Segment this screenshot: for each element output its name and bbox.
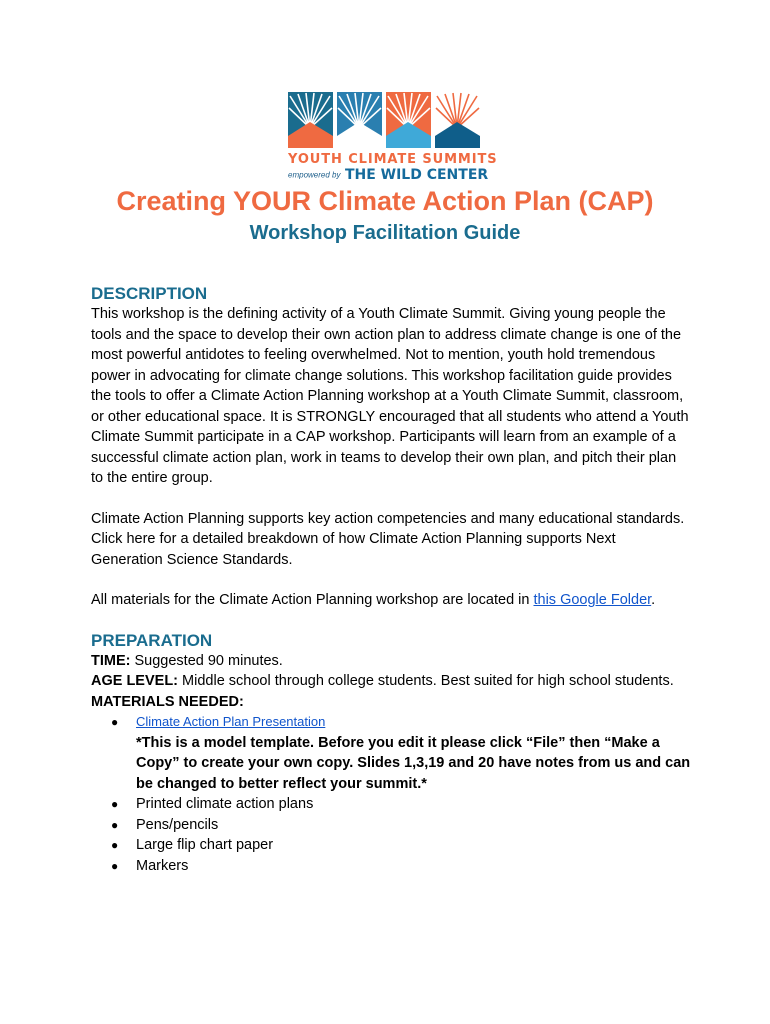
age-level-line [91, 671, 691, 692]
bullet-icon: ● [111, 858, 119, 873]
material-item: Large flip chart paper [136, 837, 274, 853]
list-item [91, 856, 691, 877]
description-paragraph-1: This workshop is the defining activity of a Youth Climate Summit. Giving young people the tools and the space to develop their own action plan to address climate change is one of the most powerful antidotes to feeling overwhelmed. Not to mention, youth hold tremendous power in advocating for climate change solutions. This workshop facilitation guide provides the tools to offer a Climate Action Planning workshop at a Youth Climate Summit, classroom, or other educational space. It is STRONGLY encouraged that all students who attend a Youth Climate Summit participate in a CAP workshop. Participants will learn from an example of a successful climate action plan, work in teams to develop their own plan, and pitch their plan to the entire group. [91, 306, 689, 486]
bullet-icon: ● [111, 797, 119, 811]
description-paragraph-2: Climate Action Planning supports key action competencies and many educational standards. Click here for a detailed breakdown of how Climate Action Planning supports Next Generation Science Standards. [91, 510, 685, 568]
list-item [91, 794, 691, 815]
folder-text-suffix: . [651, 592, 656, 608]
logo-square-2 [337, 92, 382, 148]
logo-square-1 [288, 92, 333, 148]
material-item: Markers [136, 857, 189, 874]
page-title: Creating YOUR Climate Action Plan (CAP) [116, 186, 654, 216]
description-heading: DESCRIPTION [91, 284, 208, 303]
list-item [91, 815, 691, 836]
materials-heading [91, 692, 691, 713]
youth-climate-summits-logo [288, 92, 498, 183]
description-paragraph-3 [91, 590, 691, 611]
document-body [91, 284, 691, 876]
folder-text-prefix: All materials for the Climate Action Planning workshop are located in [91, 592, 534, 608]
logo-wild-center: THE WILD CENTER [344, 166, 489, 183]
materials-list-rest [91, 794, 691, 876]
list-item [91, 712, 691, 733]
bullet-icon: ● [111, 715, 119, 729]
material-item: Printed climate action plans [136, 796, 314, 812]
material-item: Pens/pencils [136, 816, 219, 833]
presentation-link[interactable]: Climate Action Plan Presentation [136, 714, 326, 729]
template-note: *This is a model template. Before you edit it please click “File” then “Make a Copy” to create your own copy. Slides 1,3,19 and 20 have notes from us and can be changed to better reflect your summit.* [136, 734, 691, 792]
page-subtitle: Workshop Facilitation Guide [249, 222, 521, 244]
logo-text-youth-climate-summits: YOUTH CLIMATE SUMMITS [288, 152, 498, 167]
logo-text-wild-center [288, 166, 489, 184]
logo-square-3 [386, 92, 431, 148]
age-level-label: AGE LEVEL: [91, 673, 179, 689]
materials-list [91, 712, 691, 733]
age-level-value: Middle school through college students. Best suited for high school students. [178, 673, 674, 689]
materials-label: MATERIALS NEEDED: [91, 693, 244, 710]
time-line [91, 651, 691, 672]
bullet-icon: ● [111, 817, 119, 832]
time-value: Suggested 90 minutes. [130, 652, 283, 669]
time-label: TIME: [91, 652, 131, 669]
logo-squares [288, 92, 482, 148]
list-item [91, 835, 691, 856]
preparation-heading: PREPARATION [91, 630, 213, 650]
bullet-icon: ● [111, 838, 119, 852]
logo-square-4 [435, 92, 480, 148]
google-folder-link[interactable]: this Google Folder [533, 592, 652, 608]
logo-empowered-by: empowered by [288, 170, 341, 180]
